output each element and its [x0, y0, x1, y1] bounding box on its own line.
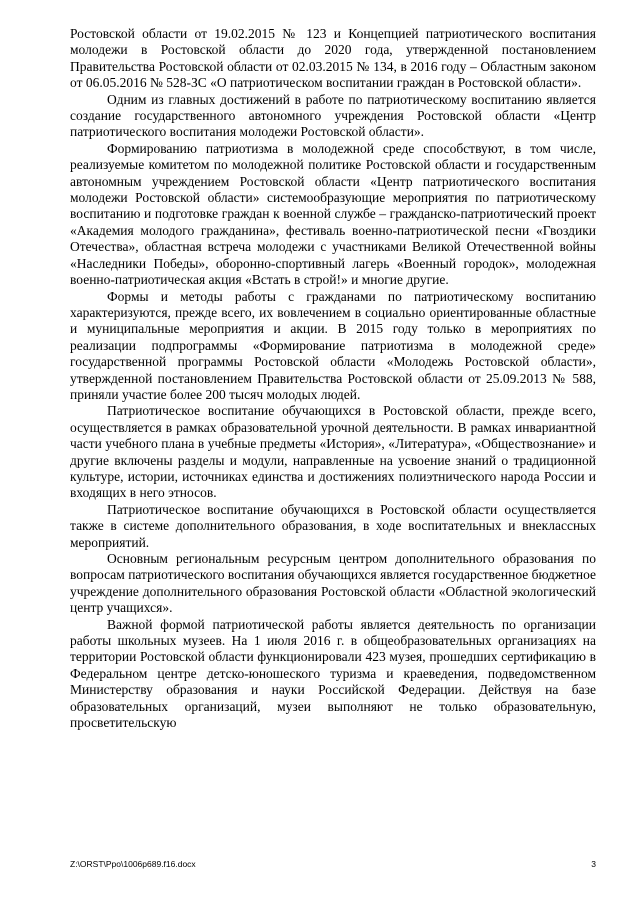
footer-file-path: Z:\ORST\Ppo\1006p689.f16.docx: [70, 859, 196, 869]
document-page: [70, 26, 596, 731]
paragraph-center-creation: Одним из главных достижений в работе по патриотическому воспитанию является создание государственного автономного учреждения Ростовской области «Центр патриотического воспитания молодежи Ростовской области».: [70, 91, 596, 140]
paragraph-school-education: Патриотическое воспитание обучающихся в Ростовской области, прежде всего, осуществляется в рамках образовательной урочной деятельности. В рамках инвариантной части учебного плана в учебные предметы «История», «Литература», «Обществознание» и другие включены разделы и модули, направленные на усвоение знаний о традиционной культуре, истории, источниках единства и достижениях полиэтнического народа России и входящих в него этносов.: [70, 403, 596, 501]
footer-page-number: 3: [591, 859, 596, 869]
page-footer: [70, 858, 596, 870]
paragraph-continuation: Ростовской области от 19.02.2015 № 123 и Концепцией патриотического воспитания молодежи в Ростовской области до 2020 года, утвержденной постановлением Правительства Ростовской области от 02.03.2015 № 134, в 2016 году – Областным законом от 06.05.2016 № 528-ЗС «О патриотическом воспитании граждан в Ростовской области».: [70, 26, 596, 91]
paragraph-additional-education: Патриотическое воспитание обучающихся в Ростовской области осуществляется также в системе дополнительного образования, в ходе воспитательных и внеклассных мероприятий.: [70, 501, 596, 550]
paragraph-resource-center: Основным региональным ресурсным центром дополнительного образования по вопросам патриотического воспитания обучающихся является государственное бюджетное учреждение дополнительного образования Ростовской области «Областной экологический центр учащихся».: [70, 551, 596, 616]
paragraph-school-museums: Важной формой патриотической работы является деятельность по организации работы школьных музеев. На 1 июля 2016 г. в общеобразовательных организациях на территории Ростовской области функционировали 423 музея, прошедших сертификацию в Федеральном центре детско-юношеского туризма и краеведения, подведомственном Министерству образования и науки Российской Федерации. Действуя на базе образовательных организаций, музеи выполняют не только образовательную, просветительскую: [70, 616, 596, 731]
paragraph-youth-events: Формированию патриотизма в молодежной среде способствуют, в том числе, реализуемые комитетом по молодежной политике Ростовской области и государственным автономным учреждением Ростовской области «Центр патриотического воспитания молодежи Ростовской области» системообразующие мероприятия по патриотическому воспитанию и подготовке граждан к военной службе – гражданско-патриотический проект «Академия молодого гражданина», фестиваль военно-патриотической песни «Гвоздики Отечества», областная встреча молодежи с участниками Великой Отечественной войны «Наследники Победы», оборонно-спортивный лагерь «Военный городок», молодежная военно-патриотическая акция «Встать в строй!» и многие другие.: [70, 140, 596, 288]
paragraph-forms-methods: Формы и методы работы с гражданами по патриотическому воспитанию характеризуются, прежде всего, их вовлечением в социально ориентированные областные и муниципальные мероприятия и акции. В 2015 году только в мероприятиях по реализации подпрограммы «Формирование патриотизма в молодежной среде» государственной программы Ростовской области «Молодежь Ростовской области», утвержденной постановлением Правительства Ростовской области от 25.09.2013 № 588, приняли участие более 200 тысяч молодых людей.: [70, 288, 596, 402]
